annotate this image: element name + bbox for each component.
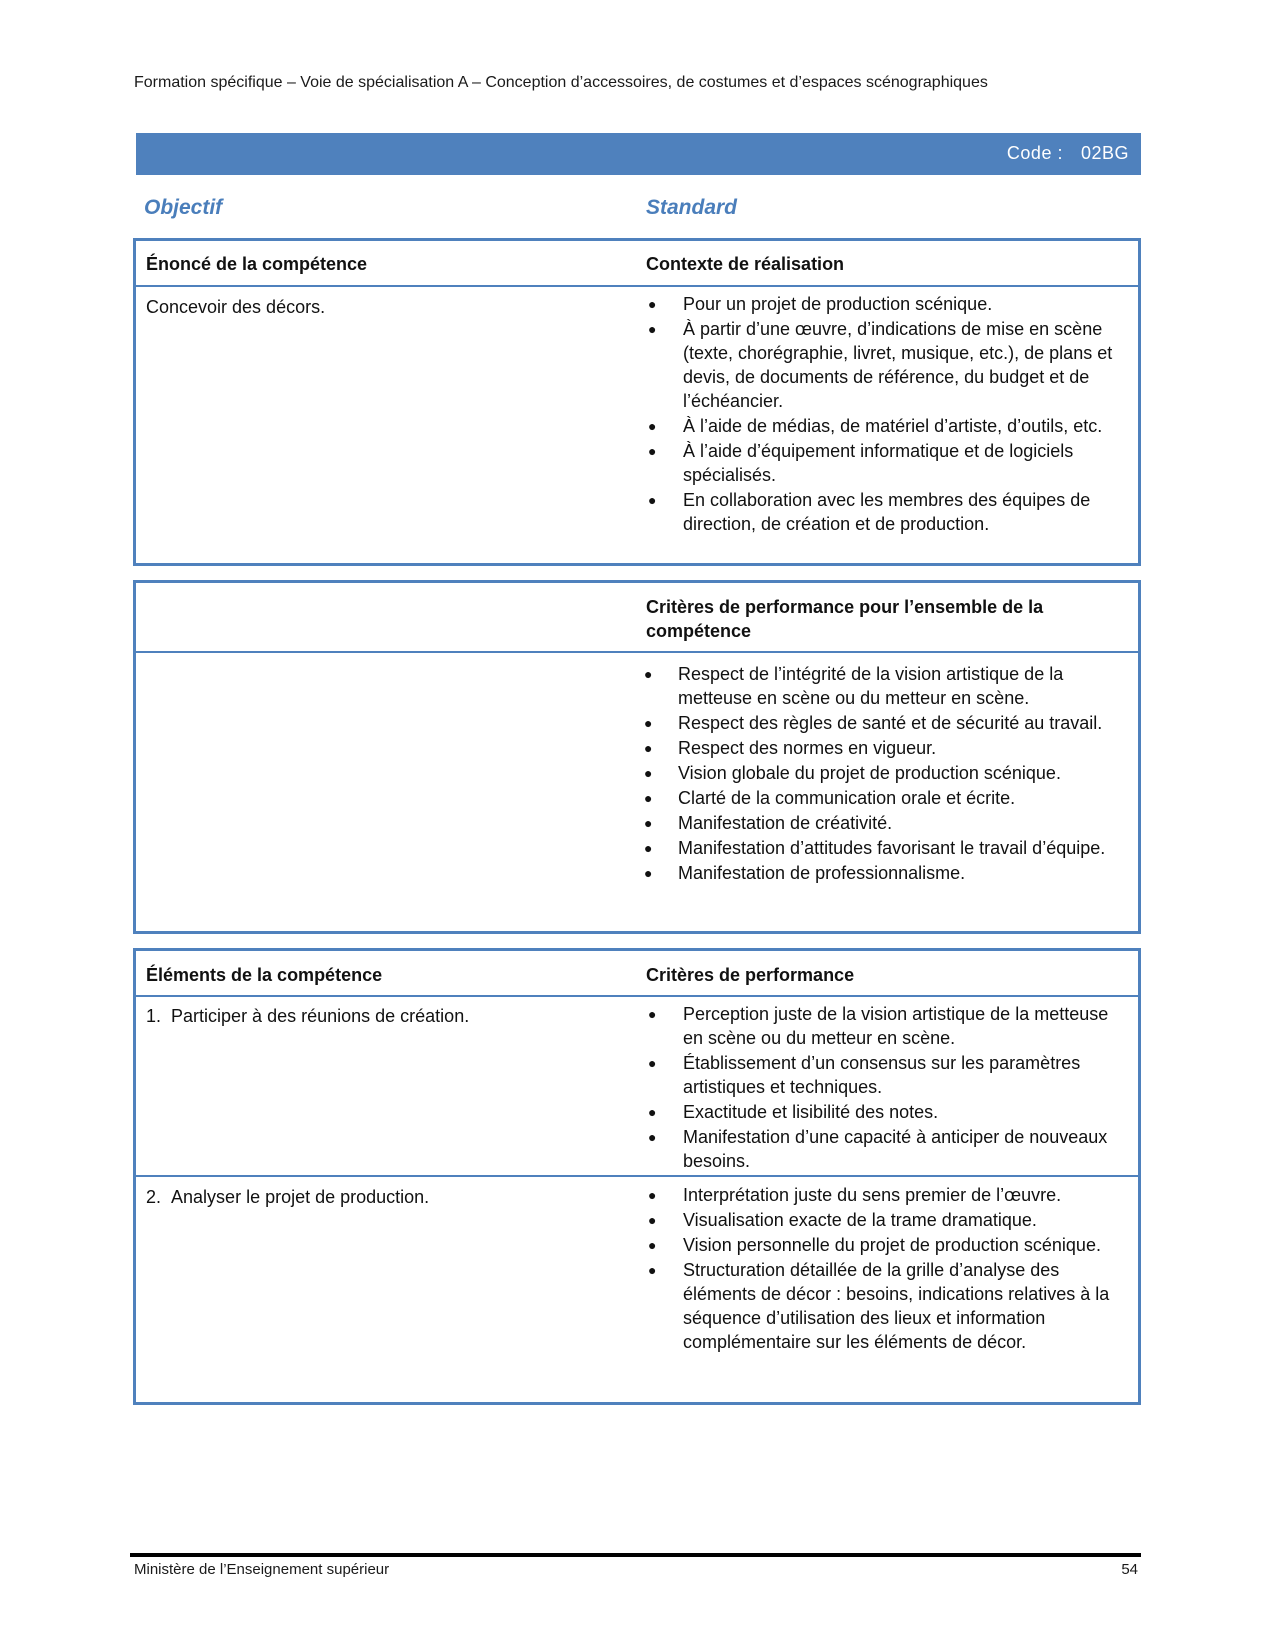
list-item: ● Vision personnelle du projet de production scénique. (648, 1235, 1101, 1255)
standard-title: Standard (646, 196, 738, 219)
bullet-dot-icon: ● (648, 418, 657, 434)
bullet-dot-icon: ● (644, 815, 653, 831)
footer-rule (130, 1553, 1141, 1557)
element-label: Participer à des réunions de création. (171, 1006, 470, 1026)
element-2-criteria-list (646, 1183, 1130, 1354)
competence-statement: Concevoir des décors. (146, 297, 326, 317)
list-item: ● Établissement d’un consensus sur les paramètres artistiques et techniques. (648, 1053, 1081, 1097)
list-item: ● Perception juste de la vision artistique de la metteuse en scène ou du metteur en scène. (648, 1004, 1109, 1048)
context-list-cell (646, 292, 1130, 537)
bullet-dot-icon: ● (644, 865, 653, 881)
element-number: 1. (146, 1006, 162, 1026)
list-item: ● Respect des règles de santé et de sécurité au travail. (644, 713, 1103, 733)
list-item: ● Clarté de la communication orale et écrite. (644, 788, 1016, 808)
list-item: ● Pour un projet de production scénique. (648, 294, 993, 314)
bullet-dot-icon: ● (644, 765, 653, 781)
list-item: ● À l’aide de médias, de matériel d’artiste, d’outils, etc. (648, 416, 1103, 436)
list-item: ● En collaboration avec les membres des équipes de direction, de création et de production. (648, 490, 1091, 534)
objective-title: Objectif (144, 196, 223, 219)
list-item: ● Exactitude et lisibilité des notes. (648, 1102, 939, 1122)
code-bar (133, 133, 1141, 175)
element-2 (146, 1185, 429, 1209)
list-item: ● Respect des normes en vigueur. (644, 738, 937, 758)
list-item: ● Manifestation d’une capacité à anticiper de nouveaux besoins. (648, 1127, 1108, 1171)
list-item: ● Manifestation d’attitudes favorisant le travail d’équipe. (644, 838, 1106, 858)
page-number: 54 (1121, 1561, 1138, 1578)
context-header: Contexte de réalisation (646, 254, 845, 274)
bullet-dot-icon: ● (648, 1187, 657, 1203)
bullet-dot-icon: ● (644, 740, 653, 756)
bullet-dot-icon: ● (644, 715, 653, 731)
competence-box (133, 238, 1141, 566)
row-separator (136, 1175, 1138, 1177)
bullet-dot-icon: ● (644, 840, 653, 856)
elements-box (133, 948, 1141, 1405)
code-text (1007, 143, 1129, 164)
global-criteria-list (642, 662, 1130, 885)
element-1-criteria-cell (646, 1002, 1130, 1174)
element-2-criteria-cell (646, 1183, 1130, 1355)
criteria-header: Critères de performance (646, 965, 855, 985)
list-item: ● Visualisation exacte de la trame dramatique. (648, 1210, 1037, 1230)
element-1 (146, 1004, 469, 1028)
list-item: ● Interprétation juste du sens premier de l’œuvre. (648, 1185, 1062, 1205)
bullet-dot-icon: ● (648, 443, 657, 459)
list-item: ● Manifestation de professionnalisme. (644, 863, 966, 883)
competence-statement-header: Énoncé de la compétence (146, 254, 368, 274)
bullet-dot-icon: ● (648, 1006, 657, 1022)
bullet-dot-icon: ● (648, 1055, 657, 1071)
list-item: ● Manifestation de créativité. (644, 813, 893, 833)
running-header: Formation spécifique – Voie de spécialisation A – Conception d’accessoires, de costumes et d’espaces scénographiques (134, 74, 988, 91)
bullet-dot-icon: ● (648, 1129, 657, 1145)
element-label: Analyser le projet de production. (171, 1187, 430, 1207)
global-criteria-list-cell (642, 662, 1130, 886)
global-criteria-box (133, 580, 1141, 934)
list-item: ● Vision globale du projet de production scénique. (644, 763, 1061, 783)
competence-header-row (136, 241, 1138, 287)
element-1-criteria-list (646, 1002, 1130, 1173)
list-item: ● Structuration détaillée de la grille d’analyse des éléments de décor : besoins, indications relatives à la séquence d’utilisation des lieux et information complémentaire sur les éléments de décor. (648, 1260, 1110, 1352)
code-value: 02BG (1080, 143, 1129, 163)
list-item: ● À partir d’une œuvre, d’indications de mise en scène (texte, chorégraphie, livret, musique, etc.), de plans et devis, de documents de référence, du budget et de l’échéancier. (648, 319, 1113, 411)
global-criteria-header: Critères de performance pour l’ensemble de la compétence (646, 597, 1044, 641)
elements-header-row (136, 951, 1138, 997)
list-item: ● À l’aide d’équipement informatique et de logiciels spécialisés. (648, 441, 1074, 485)
bullet-dot-icon: ● (648, 1237, 657, 1253)
global-criteria-header-row (136, 583, 1138, 653)
code-label: Code : (1006, 143, 1063, 163)
bullet-dot-icon: ● (648, 1212, 657, 1228)
bullet-dot-icon: ● (644, 790, 653, 806)
footer-ministry: Ministère de l’Enseignement supérieur (134, 1561, 390, 1578)
list-item: ● Respect de l’intégrité de la vision artistique de la metteuse en scène ou du metteur en scène. (644, 664, 1064, 708)
bullet-dot-icon: ● (648, 492, 657, 508)
bullet-dot-icon: ● (644, 666, 653, 682)
bullet-dot-icon: ● (648, 1262, 657, 1278)
bullet-dot-icon: ● (648, 296, 657, 312)
bullet-dot-icon: ● (648, 1104, 657, 1120)
element-number: 2. (146, 1187, 162, 1207)
bullet-dot-icon: ● (648, 321, 657, 337)
elements-header: Éléments de la compétence (146, 965, 383, 985)
context-list (646, 292, 1130, 536)
